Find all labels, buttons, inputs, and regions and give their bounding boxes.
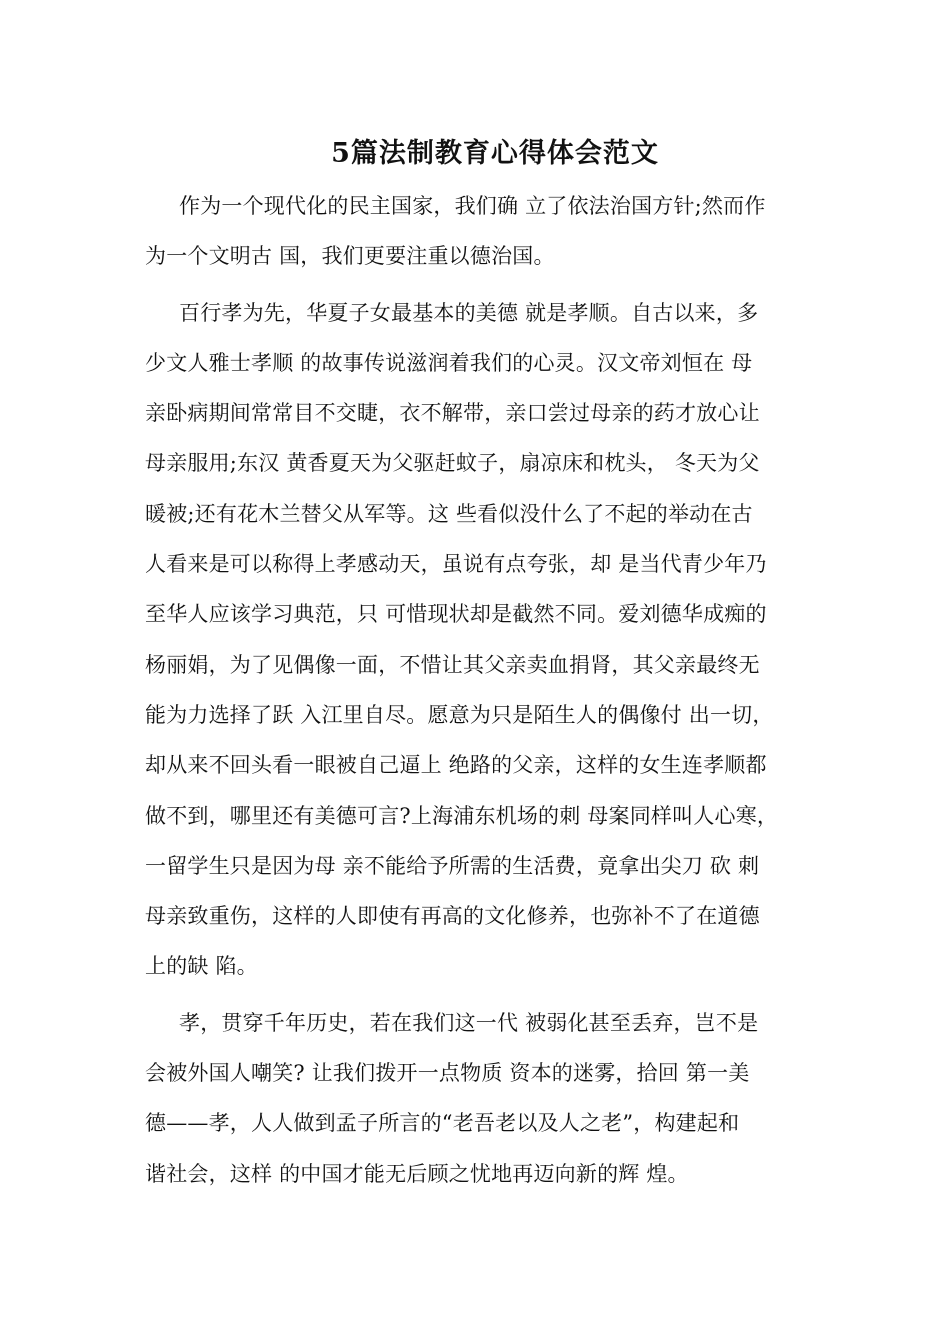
text-line: 上的缺 陷。 xyxy=(145,954,258,979)
text-line: 谐社会，这样 的中国才能无后顾之忧地再迈向新的辉 煌。 xyxy=(145,1161,689,1186)
text-line: 暖被;还有花木兰替父从军等。这 些看似没什么了不起的举动在古 xyxy=(145,501,753,526)
text-line: 做不到，哪里还有美德可言?上海浦东机场的刺 母案同样叫人心寒， xyxy=(145,803,779,828)
paragraph-2 xyxy=(145,288,810,992)
document-body xyxy=(145,181,810,1205)
paragraph-1 xyxy=(145,181,810,282)
paragraph-3 xyxy=(145,998,810,1199)
text-line: 一留学生只是因为母 亲不能给予所需的生活费，竟拿出尖刀 砍 刺 xyxy=(145,853,760,878)
text-line: 能为力选择了跃 入江里自尽。愿意为只是陌生人的偶像付 出一切， xyxy=(145,702,774,727)
text-line: 孝，贯穿千年历史，若在我们这一代 被弱化甚至丢弃，岂不是 xyxy=(179,1010,759,1035)
text-line: 至华人应该学习典范，只 可惜现状却是截然不同。爱刘德华成痴的 xyxy=(145,602,767,627)
text-line: 少文人雅士孝顺 的故事传说滋润着我们的心灵。汉文帝刘恒在 母 xyxy=(145,350,753,375)
text-line: 为一个文明古 国，我们更要注重以德治国。 xyxy=(145,244,555,269)
text-line: 亲卧病期间常常目不交睫，衣不解带，亲口尝过母亲的药才放心让 xyxy=(145,401,760,426)
text-line: 德——孝，人人做到孟子所言的“老吾老以及人之老”，构建起和 xyxy=(145,1111,740,1136)
text-line: 母亲致重伤，这样的人即使有再高的文化修养，也弥补不了在道德 xyxy=(145,904,760,929)
text-line: 百行孝为先，华夏子女最基本的美德 就是孝顺。自古以来，多 xyxy=(179,300,759,325)
text-line: 人看来是可以称得上孝感动天，虽说有点夸张，却 是当代青少年乃 xyxy=(145,552,767,577)
text-line: 却从来不回头看一眼被自己逼上 绝路的父亲，这样的女生连孝顺都 xyxy=(145,753,767,778)
text-line: 杨丽娟，为了见偶像一面，不惜让其父亲卖血捐肾，其父亲最终无 xyxy=(145,652,760,677)
text-line: 母亲服用;东汉 黄香夏天为父驱赶蚊子，扇凉床和枕头， 冬天为父 xyxy=(145,451,760,476)
text-line: 作为一个现代化的民主国家，我们确 立了依法治国方针;然而作 xyxy=(179,194,766,218)
text-line: 会被外国人嘲笑? 让我们拨开一点物质 资本的迷雾，拾回 第一美 xyxy=(145,1061,750,1086)
document-title: 5篇法制教育心得体会范文 xyxy=(331,138,659,169)
